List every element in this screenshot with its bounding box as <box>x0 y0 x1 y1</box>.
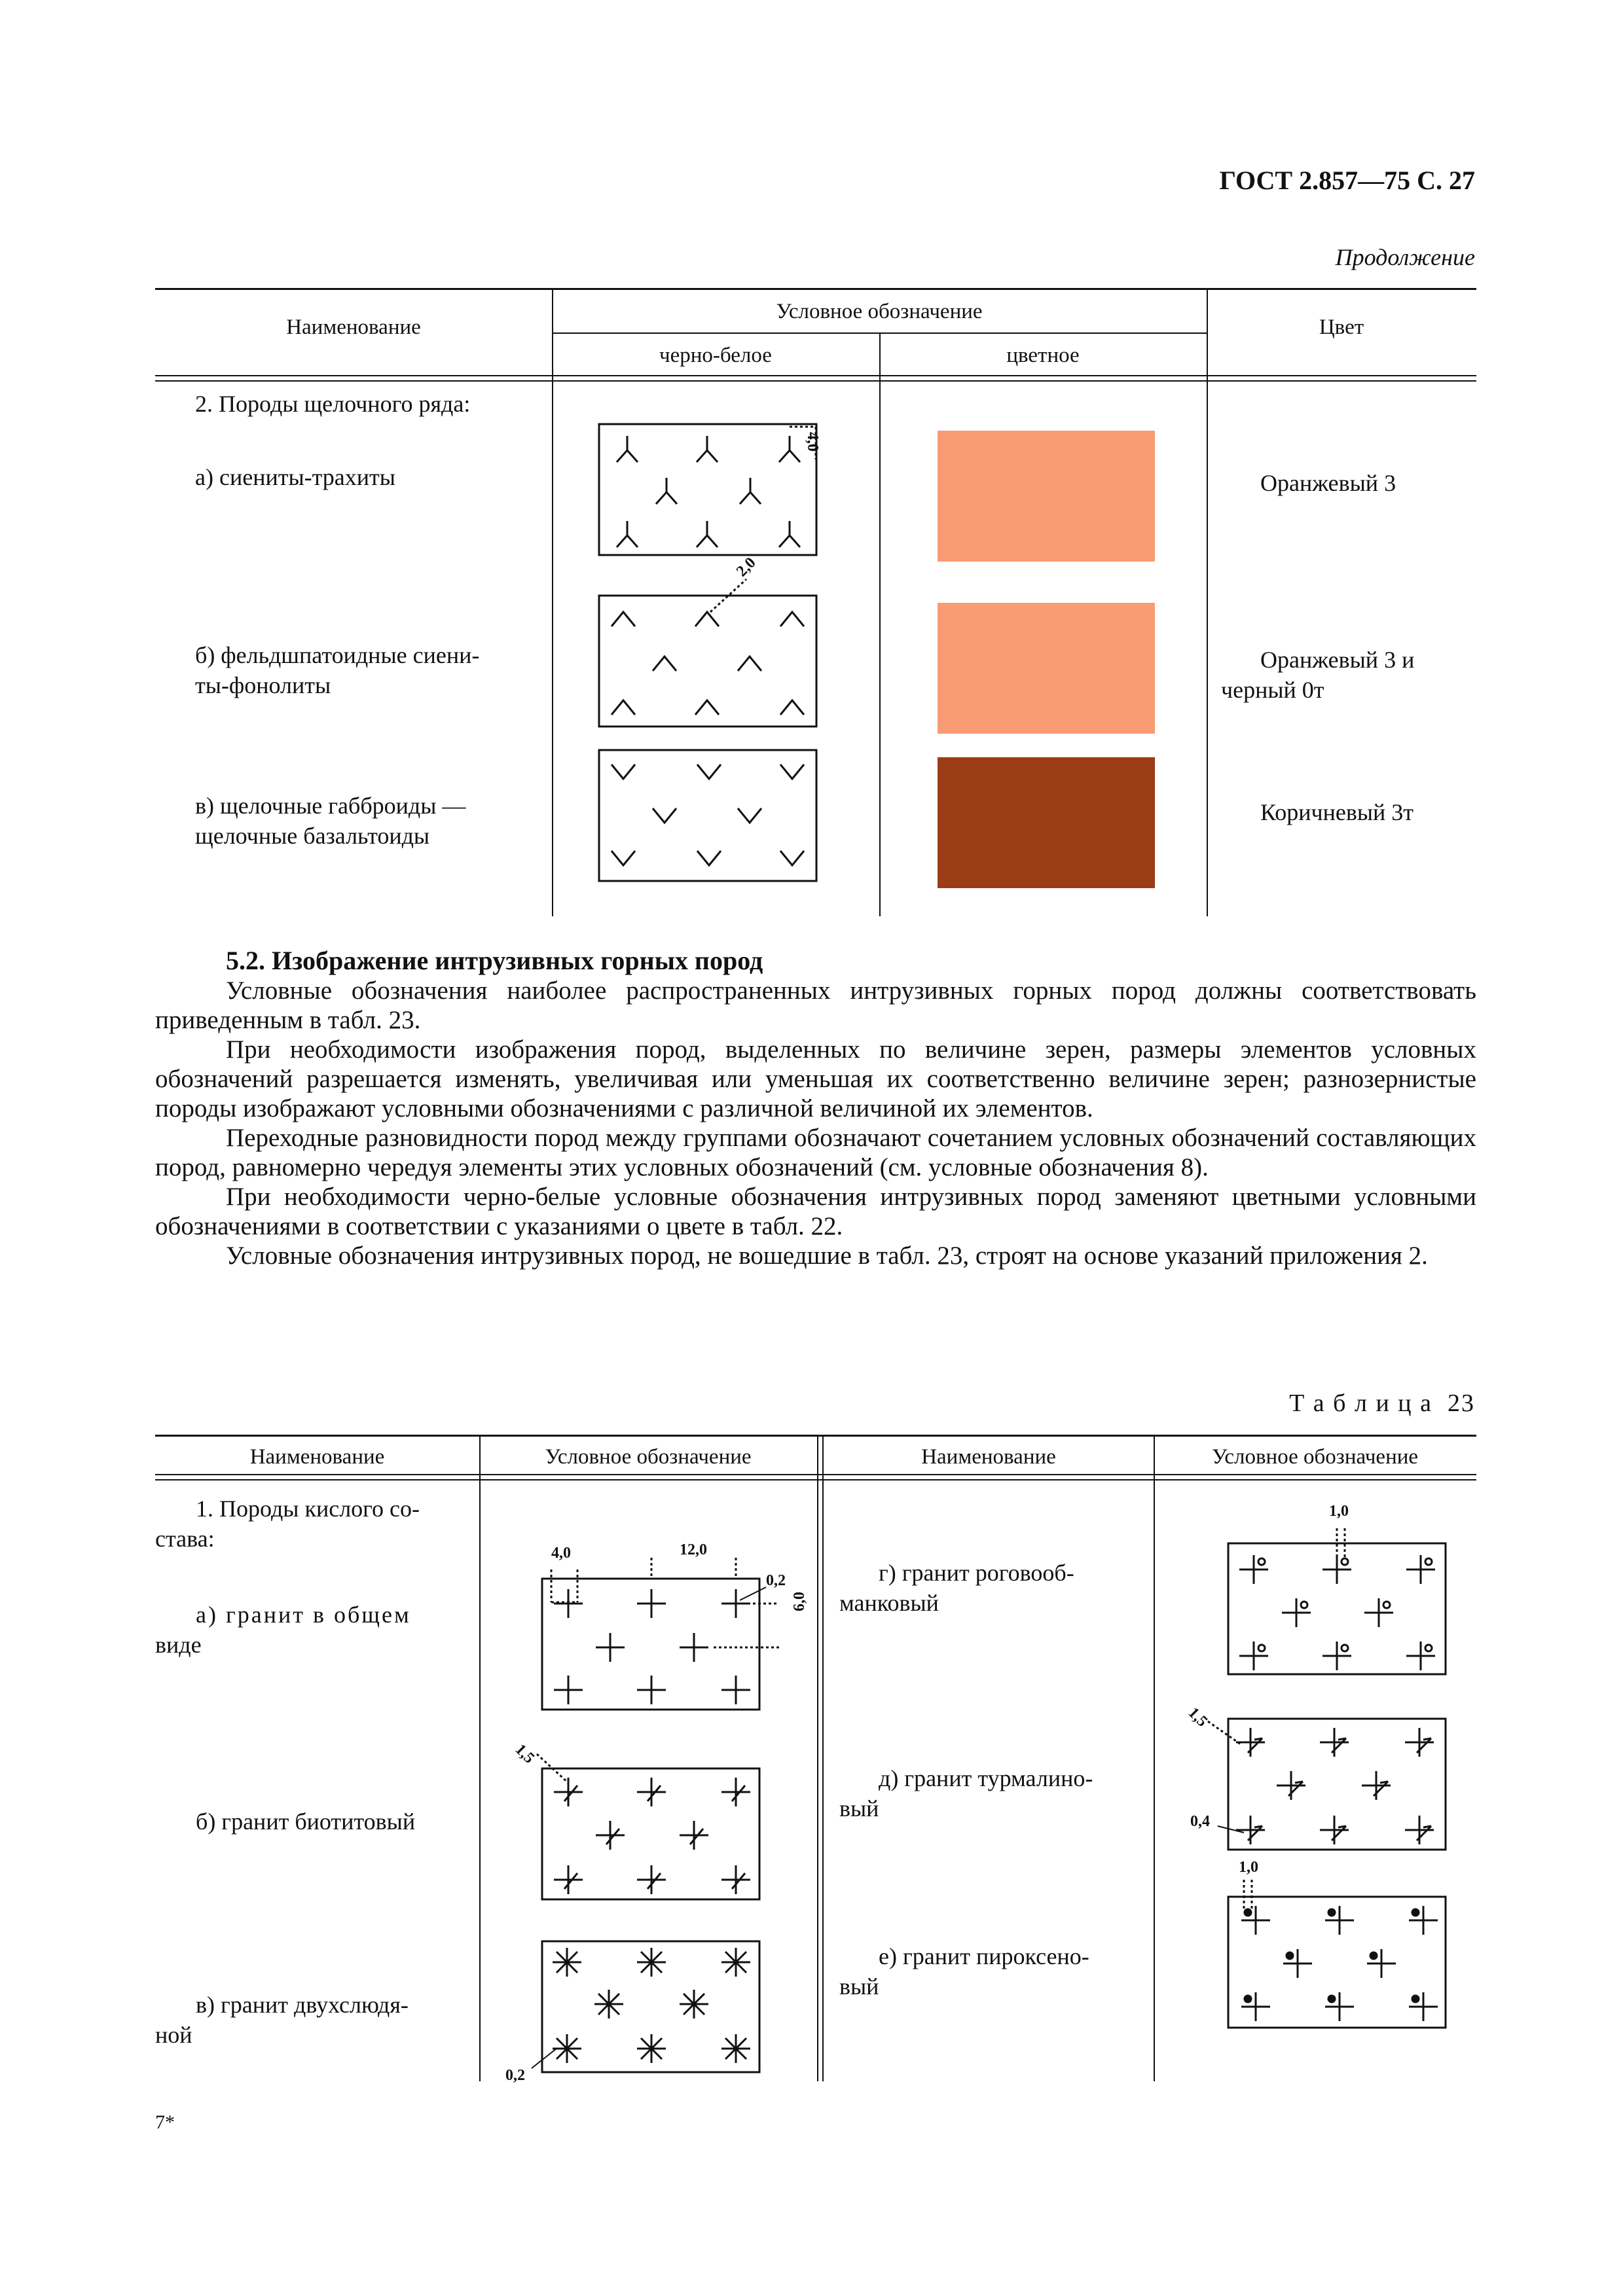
t23-row-a-name: а) гранит в общем виде <box>155 1602 411 1658</box>
t22-row-b-color: Оранжевый 3 и черный 0т <box>1221 647 1415 703</box>
t22-row-c-color: Коричневый 3т <box>1260 799 1414 825</box>
dim-label: 0,2 <box>505 2067 525 2084</box>
paragraph: Условные обозначения интрузивных пород, не вошедшие в табл. 23, строят на основе указаний приложения 2. <box>226 1242 1428 1270</box>
t23-group-title: 1. Породы кислого со- става: <box>155 1496 420 1552</box>
pattern-granite-tourmaline <box>1208 1719 1446 1850</box>
t23-header-name-right: Наименование <box>921 1445 1056 1469</box>
dim-label: 1,0 <box>1329 1503 1349 1520</box>
t22-header-color: Цвет <box>1319 315 1364 339</box>
t23-header-symbol-right: Условное обозначение <box>1211 1445 1419 1469</box>
t23-header-symbol-left: Условное обозначение <box>545 1445 752 1469</box>
t22-header-symbol: Условное обозначение <box>776 300 983 323</box>
dim-label: 0,2 <box>766 1572 786 1589</box>
t22-header-name: Наименование <box>286 315 421 339</box>
t22-row-a-name: а) сиениты-трахиты <box>195 464 395 490</box>
section-heading: 5.2. Изображение интрузивных горных пород <box>226 946 763 975</box>
t22-row-a-color: Оранжевый 3 <box>1260 470 1396 496</box>
t23-row-c-name: в) гранит двухслюдя- ной <box>155 1992 409 2048</box>
t23-row-b-name: б) гранит биотитовый <box>196 1808 416 1835</box>
t23-row-d-name: д) гранит турмалино- вый <box>839 1765 1093 1821</box>
dim-label: 1,5 <box>1184 1704 1211 1731</box>
dim-label: 4,0 <box>551 1545 571 1562</box>
t23-row-g-name: г) гранит роговооб- манковый <box>839 1560 1074 1616</box>
section-5-2 <box>155 946 1476 1270</box>
dim-label: 4,0 <box>804 432 821 452</box>
pattern-granite-hornblende <box>1228 1528 1446 1674</box>
pattern-granite-biotite <box>537 1754 759 1899</box>
dim-label: 6,0 <box>791 1592 808 1611</box>
footer-mark: 7* <box>155 2111 175 2133</box>
pattern-granite <box>542 1558 779 1710</box>
pattern-granite-pyroxene <box>1228 1880 1446 2028</box>
t23-header-name-left: Наименование <box>249 1445 385 1469</box>
pattern-feldspathoid <box>599 579 816 726</box>
paragraph: Условные обозначения наиболее распространенных интрузивных горных пород должны соответствовать приведенным в табл. 23. <box>155 977 1476 1034</box>
t22-group-title: 2. Породы щелочного ряда: <box>195 391 471 417</box>
dim-label: 2,0 <box>733 554 759 581</box>
t23-row-e-name: е) гранит пироксено- вый <box>839 1943 1089 2000</box>
pattern-syenite <box>599 424 816 555</box>
paragraph: При необходимости изображения пород, выделенных по величине зерен, размеры элементов условных обозначений разрешается изменять, увеличивая или уменьшая их соответственно величине зерен; разнозернистые породы изображают условными обозначениями с различной величиной их элементов. <box>155 1035 1476 1122</box>
t22-header-bw: черно-белое <box>659 344 772 367</box>
t22-row-c-name: в) щелочные габброиды — щелочные базальтоиды <box>195 793 466 849</box>
page-header: ГОСТ 2.857—75 С. 27 <box>1219 166 1475 195</box>
paragraph: При необходимости черно-белые условные обозначения интрузивных пород заменяют цветными условными обозначениями в соответствии с указаниями о цвете в табл. 22. <box>155 1183 1476 1240</box>
continuation-label: Продолжение <box>1335 244 1475 270</box>
table-23-caption: Т а б л и ц а 23 <box>1289 1390 1475 1417</box>
dim-label: 1,5 <box>511 1741 538 1767</box>
paragraph: Переходные разновидности пород между группами обозначают сочетанием условных обозначений составляющих пород, равномерно чередуя элементы этих условных обозначений (см. условные обозначения 8). <box>155 1124 1476 1181</box>
pattern-gabbroid <box>599 750 816 881</box>
dim-label: 12,0 <box>680 1541 707 1558</box>
dim-label: 1,0 <box>1239 1859 1258 1876</box>
dim-label: 0,4 <box>1190 1813 1210 1830</box>
t22-header-colored: цветное <box>1006 344 1080 367</box>
t22-row-b-name: б) фельдшпатоидные сиени- ты-фонолиты <box>195 642 480 698</box>
pattern-granite-twomica <box>532 1941 759 2072</box>
